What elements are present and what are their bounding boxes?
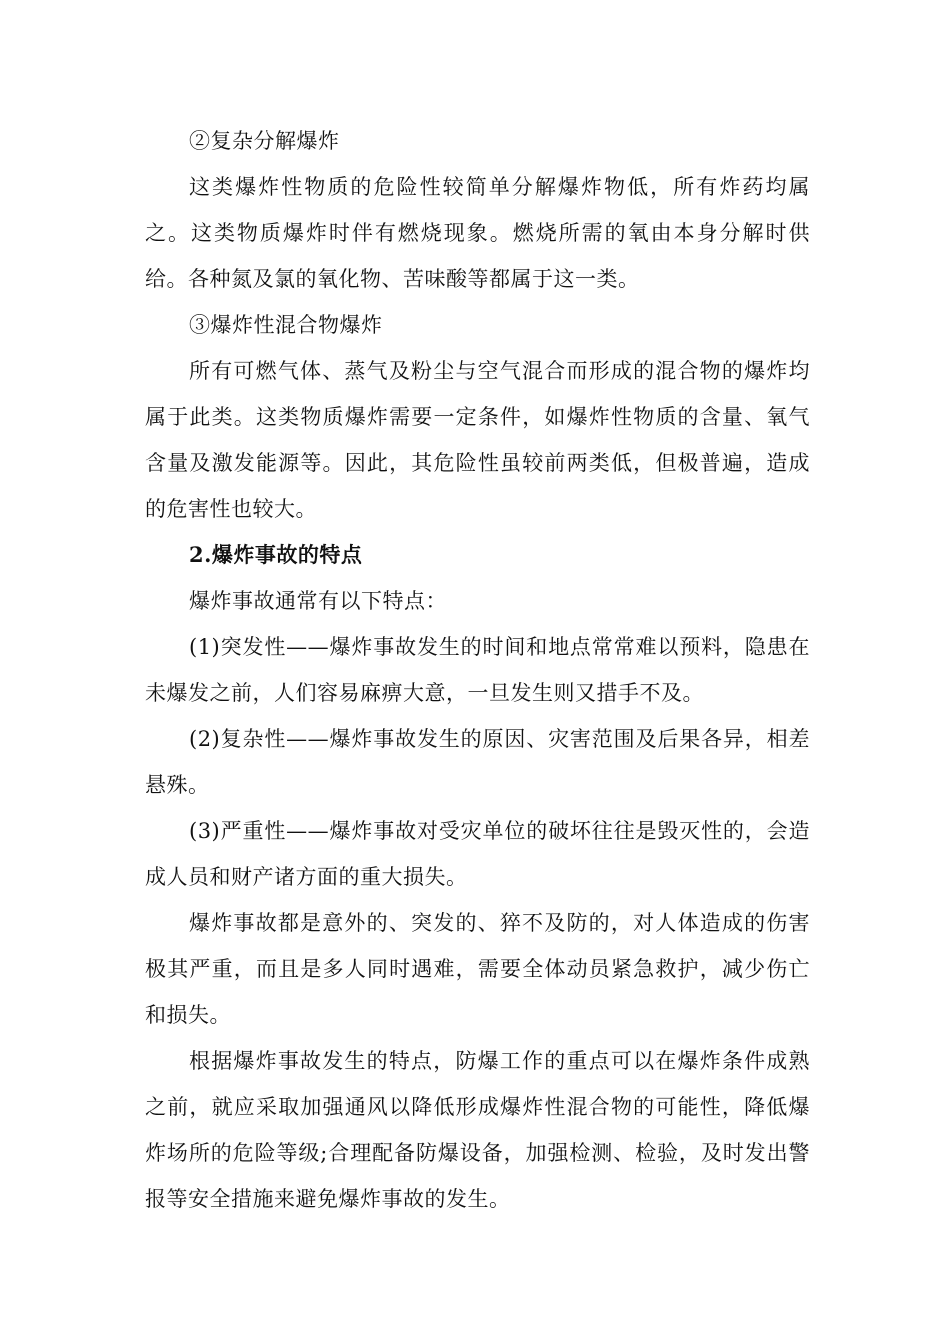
sub-heading-complex-decomposition: ②复杂分解爆炸 (189, 129, 340, 153)
paragraph-explosive-mixture: 所有可燃气体、蒸气及粉尘与空气混合而形成的混合物的爆炸均属于此类。这类物质爆炸需要一定条件，如爆炸性物质的含量、氧气含量及激发能源等。因此，其危险性虽较前两类低，但极普遍，造成的危害性也较大。 (145, 359, 810, 521)
paragraph-rescue: 爆炸事故都是意外的、突发的、猝不及防的，对人体造成的伤害极其严重，而且是多人同时遇难，需要全体动员紧急救护，减少伤亡和损失。 (145, 911, 810, 1027)
paragraph-features-intro: 爆炸事故通常有以下特点： (189, 589, 447, 613)
list-item-complexity: (2)复杂性——爆炸事故发生的原因、灾害范围及后果各异，相差悬殊。 (145, 727, 810, 797)
paragraph-complex-decomposition: 这类爆炸性物质的危险性较简单分解爆炸物低，所有炸药均属之。这类物质爆炸时伴有燃烧现象。燃烧所需的氧由本身分解时供给。各种氮及氯的氧化物、苦味酸等都属于这一类。 (145, 175, 810, 291)
sub-heading-explosive-mixture: ③爆炸性混合物爆炸 (189, 313, 383, 337)
section-heading: 2.爆炸事故的特点 (189, 542, 363, 567)
list-item-severity: (3)严重性——爆炸事故对受灾单位的破坏往往是毁灭性的，会造成人员和财产诸方面的重大损失。 (145, 819, 810, 889)
paragraph-prevention: 根据爆炸事故发生的特点，防爆工作的重点可以在爆炸条件成熟之前，就应采取加强通风以降低形成爆炸性混合物的可能性，降低爆炸场所的危险等级;合理配备防爆设备，加强检测、检验，及时发出警报等安全措施来避免爆炸事故的发生。 (145, 1049, 810, 1211)
list-item-suddenness: (1)突发性——爆炸事故发生的时间和地点常常难以预料，隐患在未爆发之前，人们容易麻痹大意，一旦发生则又措手不及。 (145, 635, 810, 705)
